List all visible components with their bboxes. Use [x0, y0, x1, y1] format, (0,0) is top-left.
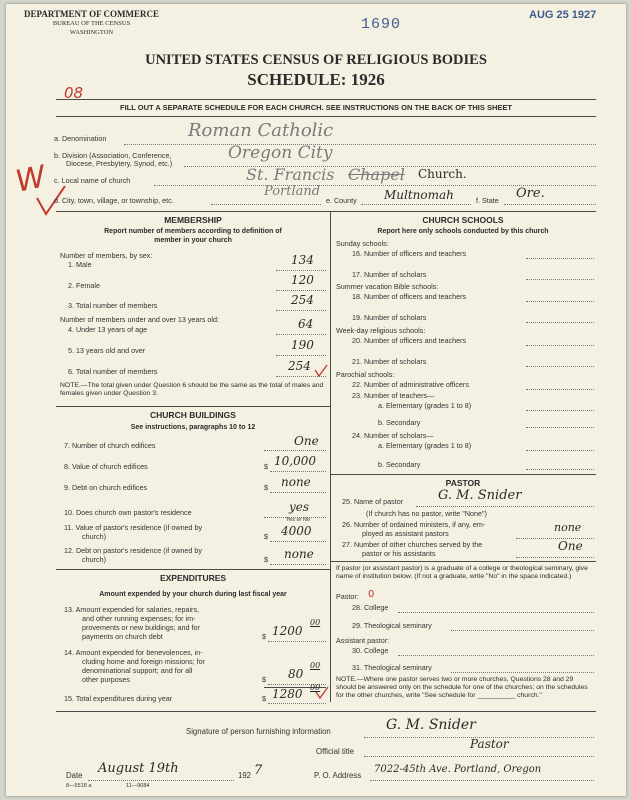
q15-label: 15. Total expenditures during year: [64, 694, 173, 703]
schools-heading: CHURCH SCHOOLS: [422, 215, 504, 225]
q23-label: 23. Number of teachers—: [352, 391, 435, 400]
members-by-sex-label: Number of members, by sex:: [60, 251, 153, 260]
q4-value: 64: [298, 317, 314, 331]
q25-value: G. M. Snider: [438, 488, 522, 503]
q18-label: 18. Number of officers and teachers: [352, 292, 467, 301]
q12-label-1: 12. Debt on pastor's residence (if owned by: [64, 546, 203, 555]
q24a-label: a. Elementary (grades 1 to 8): [378, 441, 472, 450]
q26-value: none: [554, 521, 582, 534]
denomination-value: Roman Catholic: [188, 120, 334, 141]
q15-check-mark: [315, 686, 329, 700]
pastor-note: NOTE.—Where one pastor serves two or more churches, Questions 28 and 29 should be answered only on the schedule for one of the churches; on the schedules for the other churches, write "See schedule for __________ church.": [336, 676, 588, 699]
department-name: DEPARTMENT OF COMMERCE: [24, 9, 160, 19]
q13-cents: 00: [310, 618, 321, 627]
q6-value: 254: [288, 359, 311, 373]
county-label: e. County: [326, 196, 357, 205]
q28-label: 28. College: [352, 603, 389, 612]
q6-check-mark: [314, 364, 328, 378]
q20-label: 20. Number of officers and teachers: [352, 336, 467, 345]
membership-sub-1: Report number of members according to definition of: [104, 228, 282, 235]
q25-note: (If church has no pastor, write "None"): [366, 509, 487, 518]
q14-label-4: other purposes: [82, 675, 130, 684]
q27-value: One: [558, 539, 583, 553]
q27-label-1: 27. Number of other churches served by the: [342, 540, 483, 549]
q16-label: 16. Number of officers and teachers: [352, 249, 467, 258]
q8-value: 10,000: [274, 454, 316, 468]
signature-label: Signature of person furnishing information: [186, 727, 331, 736]
q7-label: 7. Number of church edifices: [64, 441, 156, 450]
local-name-label: c. Local name of church: [54, 176, 131, 185]
q8-dollar: $: [264, 462, 268, 471]
q26-label-2: ployed as assistant pastors: [362, 529, 449, 538]
q8-label: 8. Value of church edifices: [64, 462, 148, 471]
q13-label-3: provements or new buildings; and for: [82, 623, 200, 632]
expenditures-heading: EXPENDITURES: [159, 573, 227, 583]
city-value: Portland: [264, 184, 321, 199]
summer-label: Summer vacation Bible schools:: [336, 282, 439, 291]
q10-hint: Yes or No: [286, 517, 310, 523]
city-label: d. City, town, village, or township, etc.: [54, 196, 174, 205]
q14-label-3: denominational support; and for all: [82, 666, 193, 675]
division-value: Oregon City: [228, 143, 333, 163]
membership-heading: MEMBERSHIP: [164, 215, 222, 225]
q12-label-2: church): [82, 555, 106, 564]
q2-value: 120: [291, 273, 314, 287]
buildings-heading: CHURCH BUILDINGS: [150, 410, 236, 420]
q13-dollar: $: [262, 632, 266, 641]
pastor-mark: 0: [368, 589, 375, 600]
state-label: f. State: [476, 196, 499, 205]
pastor-label: Pastor:: [336, 592, 359, 601]
q26-label-1: 26. Number of ordained ministers, if any, em-: [342, 520, 486, 529]
q14-value: 80: [288, 667, 304, 681]
assistant-pastor-label: Assistant pastor:: [336, 636, 390, 645]
margin-mark: W: [12, 159, 49, 200]
q13-label-4: payments on church debt: [82, 632, 163, 641]
local-name-struck: Chapel: [348, 165, 405, 184]
q10-value: yes: [289, 500, 310, 514]
q9-value: none: [281, 475, 311, 489]
q29-label: 29. Theological seminary: [352, 621, 432, 630]
official-title-label: Official title: [316, 747, 354, 756]
po-address-value: 7022-45th Ave. Portland, Oregon: [374, 764, 542, 775]
bureau-name: BUREAU OF THE CENSUS: [52, 20, 131, 27]
q14-dollar: $: [262, 675, 266, 684]
state-value: Ore.: [516, 186, 545, 201]
q14-label-1: 14. Amount expended for benevolences, in-: [64, 648, 203, 657]
department-block: [24, 10, 159, 37]
official-title-value: Pastor: [470, 737, 509, 751]
form-number: 8—5518 a: [66, 783, 92, 789]
form-number-2: 11—9084: [126, 783, 150, 789]
date-value: August 19th: [98, 761, 179, 776]
q11-dollar: $: [264, 532, 268, 541]
schools-sub: Report here only schools conducted by this church: [377, 228, 549, 235]
q12-dollar: $: [264, 555, 268, 564]
q11-label-2: church): [82, 532, 106, 541]
q25-label: 25. Name of pastor: [342, 497, 404, 506]
local-name-suffix: Church.: [418, 167, 467, 181]
q11-value: 4000: [281, 524, 312, 538]
q23b-label: b. Secondary: [378, 418, 421, 427]
q30-label: 30. College: [352, 646, 389, 655]
q9-label: 9. Debt on church edifices: [64, 483, 148, 492]
graduate-note: If pastor (or assistant pastor) is a graduate of a college or theological seminary, give name of institution below. (If not a graduate, write "No" in the space indicated.): [336, 565, 588, 580]
county-value: Multnomah: [384, 188, 454, 202]
q5-label: 5. 13 years old and over: [68, 346, 146, 355]
q9-dollar: $: [264, 483, 268, 492]
q17-label: 17. Number of scholars: [352, 270, 427, 279]
q21-label: 21. Number of scholars: [352, 357, 427, 366]
q3-value: 254: [291, 293, 314, 307]
parochial-label: Parochial schools:: [336, 370, 395, 379]
age-label: Number of members under and over 13 years old:: [60, 315, 220, 324]
po-address-label: P. O. Address: [314, 771, 362, 780]
year-digit: 7: [254, 763, 263, 778]
q1-value: 134: [291, 253, 314, 267]
q15-cents: 00: [310, 683, 321, 692]
q24-label: 24. Number of scholars—: [352, 431, 434, 440]
received-stamp-number: 1690: [361, 16, 402, 33]
q15-value: 1280: [272, 687, 303, 701]
bureau-city: WASHINGTON: [69, 29, 114, 36]
q14-cents: 00: [310, 661, 321, 670]
q10-label: 10. Does church own pastor's residence: [64, 508, 192, 517]
q23a-label: a. Elementary (grades 1 to 8): [378, 401, 472, 410]
q15-dollar: $: [262, 694, 266, 703]
q11-label-1: 11. Value of pastor's residence (if owned by: [64, 523, 203, 532]
q13-value: 1200: [272, 624, 303, 638]
q6-label: 6. Total number of members: [68, 367, 158, 376]
q31-label: 31. Theological seminary: [352, 663, 432, 672]
division-label-2: Diocese, Presbytery, Synod, etc.): [66, 159, 173, 168]
q7-value: One: [294, 434, 319, 448]
sunday-label: Sunday schools:: [336, 239, 389, 248]
weekday-label: Week-day religious schools:: [336, 326, 426, 335]
q13-label-1: 13. Amount expended for salaries, repairs,: [64, 605, 200, 614]
form-instruction: FILL OUT A SEPARATE SCHEDULE FOR EACH CHURCH. SEE INSTRUCTIONS ON THE BACK OF THIS SHEET: [120, 103, 512, 112]
division-label-1: b. Division (Association, Conference,: [54, 151, 172, 160]
q12-value: none: [284, 547, 314, 561]
q13-label-2: and other running expenses; for im-: [82, 614, 196, 623]
form-subtitle: SCHEDULE: 1926: [247, 70, 385, 89]
q2-label: 2. Female: [68, 281, 100, 290]
schedule-sheet: [6, 4, 626, 796]
membership-note: NOTE.—The total given under Question 6 should be the same as the total of males and females given under Question 3.: [60, 382, 324, 397]
pastor-heading: PASTOR: [445, 478, 481, 488]
q4-label: 4. Under 13 years of age: [68, 325, 148, 334]
q24b-label: b. Secondary: [378, 460, 421, 469]
signature-value: G. M. Snider: [386, 717, 476, 733]
date-label: Date: [66, 771, 83, 780]
denomination-label: a. Denomination: [54, 134, 107, 143]
year-prefix: 192: [238, 771, 252, 780]
q19-label: 19. Number of scholars: [352, 313, 427, 322]
received-stamp-date: AUG 25 1927: [529, 9, 597, 21]
q3-label: 3. Total number of members: [68, 301, 158, 310]
form-title: UNITED STATES CENSUS OF RELIGIOUS BODIES: [145, 52, 487, 68]
buildings-sub: See instructions, paragraphs 10 to 12: [130, 424, 256, 431]
q27-label-2: pastor or his assistants: [362, 549, 436, 558]
membership-sub-2: member in your church: [154, 237, 232, 244]
expenditures-sub: Amount expended by your church during last fiscal year: [99, 591, 287, 598]
q14-label-2: cluding home and foreign missions; for: [82, 657, 206, 666]
q5-value: 190: [291, 338, 314, 352]
local-name-value: St. Francis: [246, 165, 335, 184]
handwritten-code: 08: [64, 84, 84, 102]
q1-label: 1. Male: [68, 260, 92, 269]
q22-label: 22. Number of administrative officers: [352, 380, 469, 389]
